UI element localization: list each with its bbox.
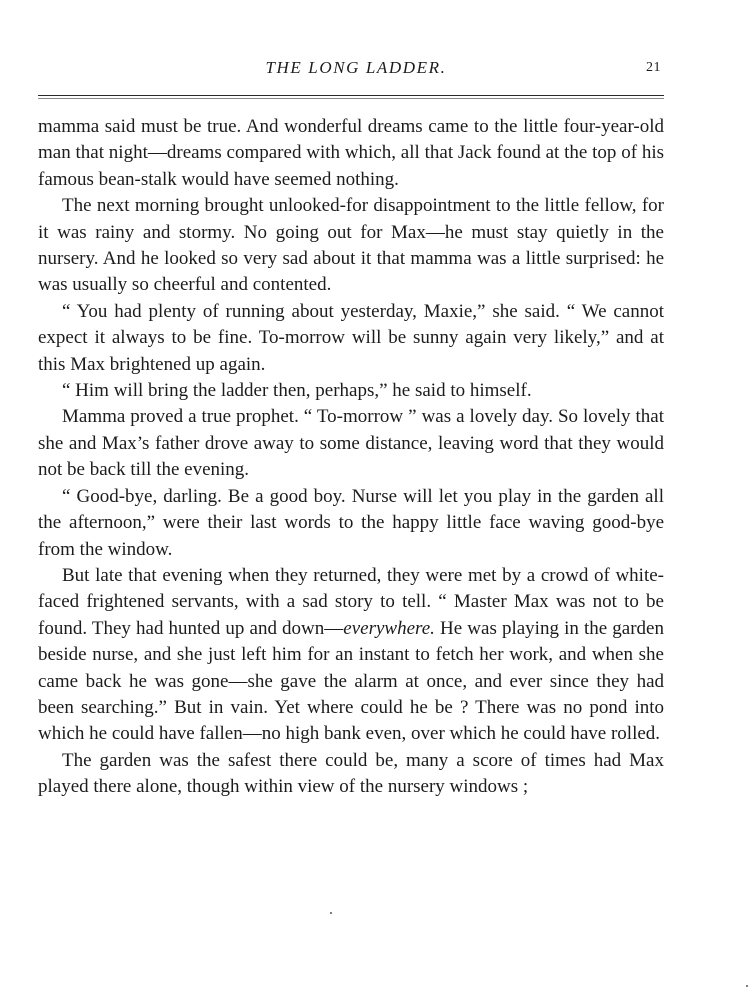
header-rule	[38, 95, 664, 96]
paragraph-7	[38, 563, 664, 748]
paragraph-3: “ You had plenty of running about yesterday, Maxie,” she said. “ We cannot expect it always to be fine. To-morrow will be sunny again very likely,” and at this Max brightened up again.	[38, 300, 664, 375]
paragraph-6: “ Good-bye, darling. Be a good boy. Nurse will let you play in the garden all the afternoon,” were their last words to the happy little face waving good-bye from the window.	[38, 485, 664, 560]
running-title: THE LONG LADDER.	[265, 58, 447, 77]
paragraph-4: “ Him will bring the ladder then, perhaps,” he said to himself.	[62, 380, 532, 402]
page-speck	[330, 912, 332, 914]
paragraph-8: The garden was the safest there could be, many a score of times had Max played there alone, though within view of the nursery windows ;	[38, 749, 664, 798]
paragraph-2: The next morning brought unlooked-for disappointment to the little fellow, for it was rainy and stormy. No going out for Max—he must stay quietly in the nursery. And he looked so very sad about it that mamma was a little surprised: he was usually so cheerful and contented.	[38, 195, 664, 296]
paragraph-1: mamma said must be true. And wonderful dreams came to the little four-year-old man that night—dreams compared with which, all that Jack found at the top of his famous bean-stalk would have seemed nothing.	[38, 116, 664, 190]
paragraph-7-text-after: He was playing in the garden beside nurse, and she just left him for an instant to fetch her work, and when she came back he was gone—she gave the alarm at once, and ever since they had been searching.” But in vain. Yet where could he be ? There was no pond into which he could have fallen—no high bank even, over which he could have rolled.	[38, 617, 664, 745]
running-head	[0, 58, 755, 82]
paragraph-7-text-before: But late that evening when they returned, they were met by a crowd of white-faced frightened servants, with a sad story to tell. “ Master Max was not to be found. They had hunted up and down—	[38, 564, 664, 639]
emphasis-everywhere: everywhere.	[343, 617, 435, 639]
paragraph-5: Mamma proved a true prophet. “ To-morrow ” was a lovely day. So lovely that she and Max’s father drove away to some distance, leaving word that they would not be back till the evening.	[38, 406, 664, 481]
header-rule-secondary	[38, 98, 664, 99]
page-speck	[746, 985, 748, 987]
body-text	[38, 114, 664, 801]
page-number: 21	[646, 60, 661, 75]
